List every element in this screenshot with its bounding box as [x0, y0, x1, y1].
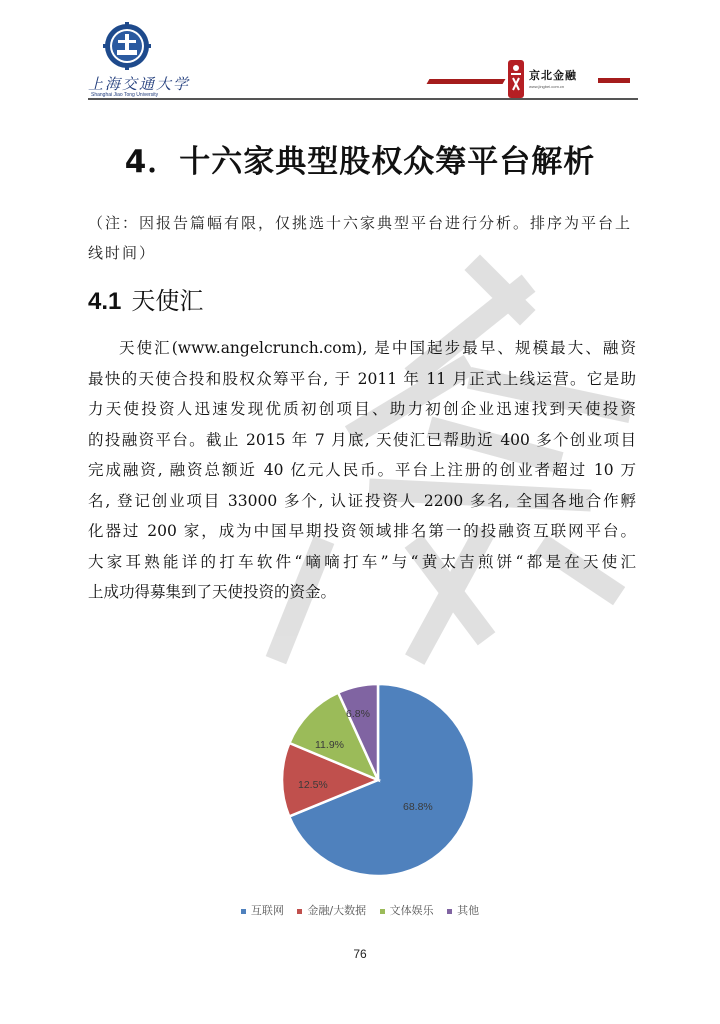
body-line: 上成功得募集到了天使投资的资金。	[88, 583, 337, 601]
slice-label-internet: 68.8%	[403, 801, 433, 813]
body-line: 最快的天使合投和股权众筹平台, 于 2011 年 11 月正式上线运营。它是助	[88, 369, 636, 388]
page-title: 4．十六家典型股权众筹平台解析	[124, 144, 596, 180]
legend-item-internet	[241, 902, 284, 918]
pie-chart	[278, 680, 478, 880]
legend-label: 文体娱乐	[389, 904, 434, 917]
body-line: 力天使投资人迅速发现优质初创项目、助力初创企业迅速找到天使投资	[88, 400, 636, 418]
slice-label-other: 6.8%	[346, 708, 370, 720]
body-line: 大家耳熟能详的打车软件“嘀嘀打车”与“黄太吉煎饼“都是在天使汇	[88, 552, 636, 571]
sjtu-name: 上海交通大学	[88, 75, 191, 93]
jingbei-name: 京北金融	[529, 69, 577, 82]
slice-label-finance: 12.5%	[298, 779, 328, 791]
body-line: 的投融资平台。截止 2015 年 7 月底, 天使汇已帮助近 400 多个创业项目	[88, 430, 636, 449]
jingbei-logo-icon	[508, 60, 524, 98]
legend-item-culture	[380, 902, 434, 918]
legend-swatch-icon	[447, 909, 452, 914]
section-title: 天使汇	[131, 287, 204, 315]
header-divider	[88, 98, 638, 100]
legend-label: 金融/大数据	[307, 904, 367, 917]
legend-item-other	[447, 902, 479, 918]
section-number: 4.1	[88, 288, 122, 315]
legend-label: 其他	[457, 904, 480, 917]
body-line: 名, 登记创业项目 33000 多个, 认证投资人 2200 多名, 全国各地合作孵	[88, 491, 636, 510]
sjtu-emblem-icon	[103, 22, 151, 70]
legend-label: 互联网	[250, 904, 284, 917]
page-header	[0, 0, 720, 100]
note-text: （注：因报告篇幅有限，仅挑选十六家典型平台进行分析。排序为平台上线时间）	[88, 214, 633, 262]
body-line: 天使汇(www.angelcrunch.com), 是中国起步最早、规模最大、融资	[119, 339, 636, 357]
chart-legend	[0, 902, 720, 918]
section-heading	[88, 281, 203, 316]
page-number: 76	[353, 947, 367, 961]
legend-item-finance	[297, 902, 366, 918]
body-line: 化器过 200 家，成为中国早期投资领域排名第一的投融资互联网平台。	[88, 522, 636, 540]
legend-swatch-icon	[380, 909, 385, 914]
sjtu-name-en: Shanghai Jiao Tong University	[91, 92, 159, 98]
jingbei-url: www.jingbei.com.cn	[529, 84, 565, 89]
header-red-bar-right	[598, 78, 630, 83]
legend-swatch-icon	[297, 909, 302, 914]
body-paragraph	[88, 333, 636, 608]
slice-label-culture: 11.9%	[315, 739, 344, 751]
legend-swatch-icon	[241, 909, 246, 914]
header-red-bar-left	[427, 79, 506, 84]
body-line: 完成融资, 融资总额近 40 亿元人民币。平台上注册的创业者超过 10 万	[88, 461, 636, 479]
